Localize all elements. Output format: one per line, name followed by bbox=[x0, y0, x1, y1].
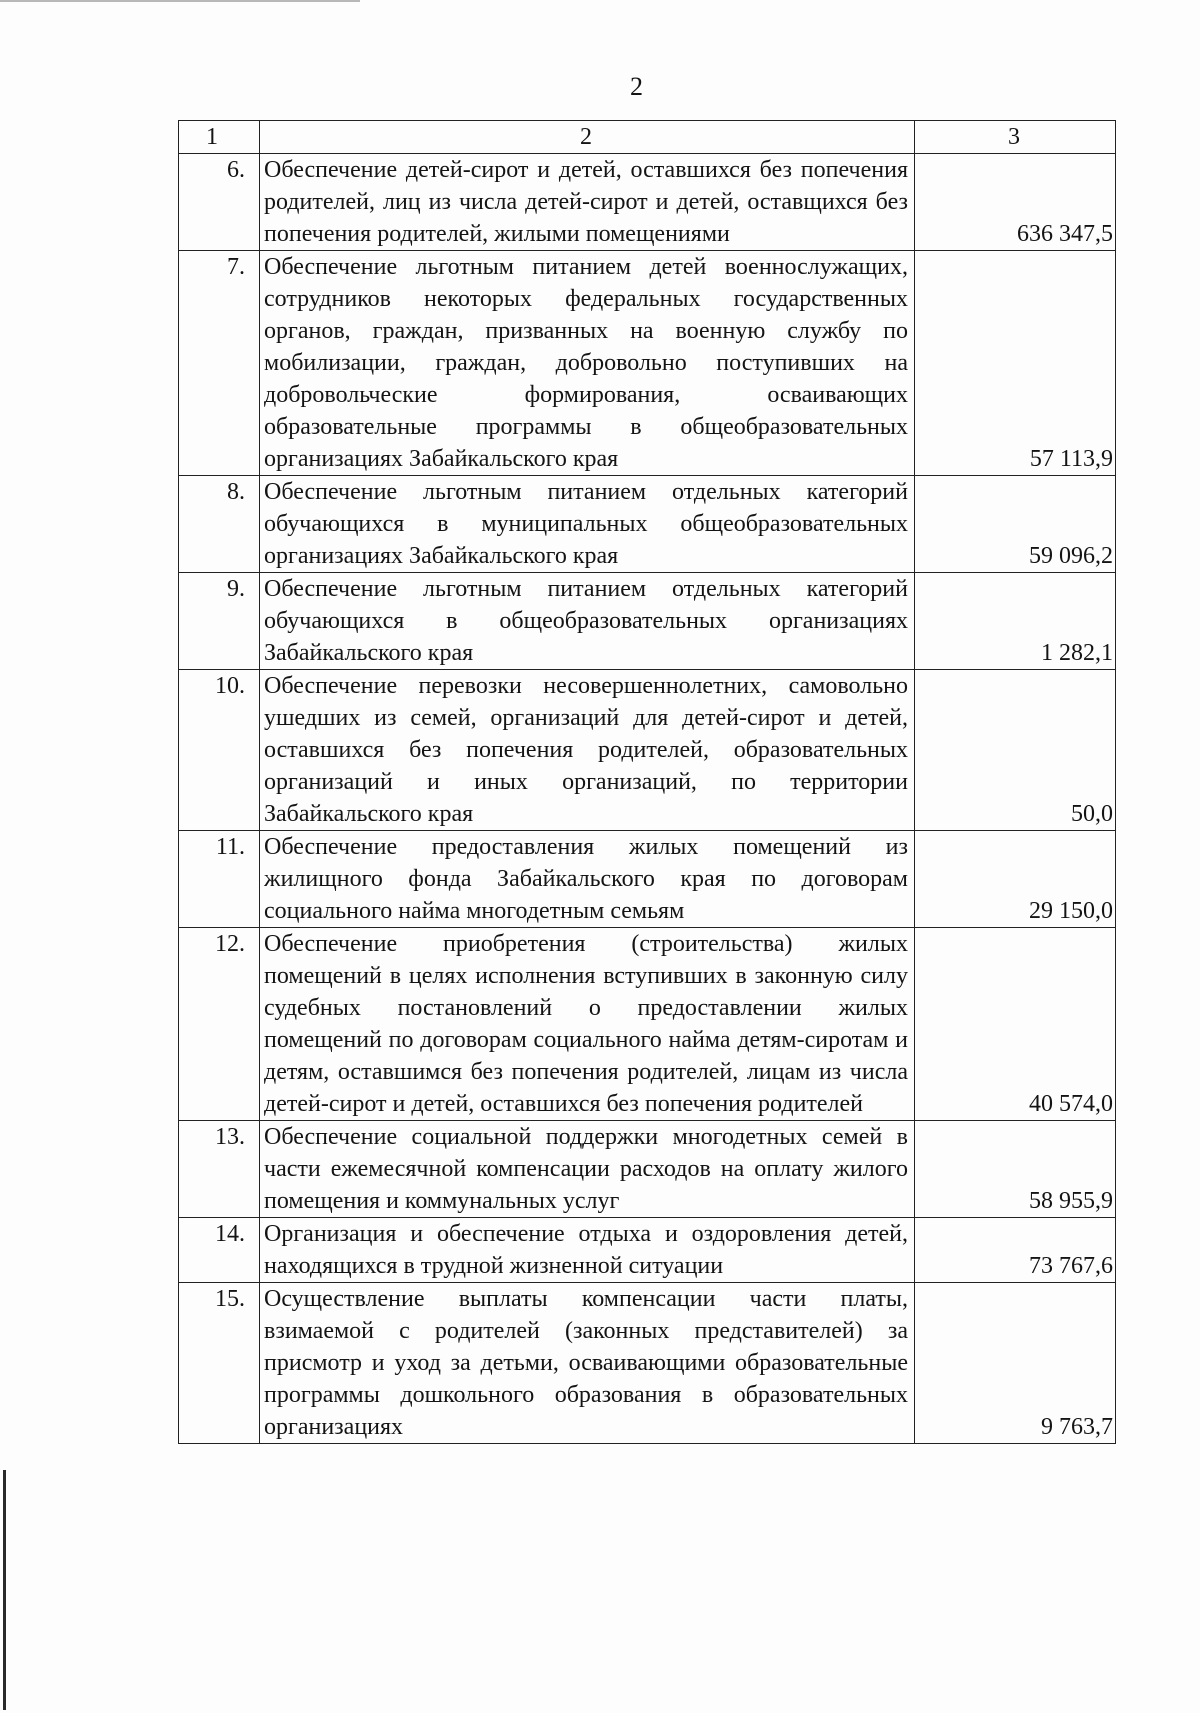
row-amount: 9 763,7 bbox=[915, 1283, 1116, 1444]
row-number: 8. bbox=[179, 476, 260, 573]
row-amount: 58 955,9 bbox=[915, 1121, 1116, 1218]
table-row bbox=[179, 251, 1116, 476]
row-number: 15. bbox=[179, 1283, 260, 1444]
appropriations-table bbox=[178, 120, 1116, 1444]
table-row bbox=[179, 154, 1116, 251]
table-row bbox=[179, 670, 1116, 831]
scan-edge-top bbox=[0, 0, 360, 2]
table-row bbox=[179, 476, 1116, 573]
row-amount: 50,0 bbox=[915, 670, 1116, 831]
page-number: 2 bbox=[630, 72, 643, 101]
row-amount: 29 150,0 bbox=[915, 831, 1116, 928]
table-row bbox=[179, 1218, 1116, 1283]
header-col-3: 3 bbox=[915, 121, 1116, 154]
row-amount: 73 767,6 bbox=[915, 1218, 1116, 1283]
header-col-2: 2 bbox=[260, 121, 915, 154]
row-number: 11. bbox=[179, 831, 260, 928]
row-description: Обеспечение социальной поддержки многодетных семей в части ежемесячной компенсации расходов на оплату жилого помещения и коммунальных услуг bbox=[260, 1121, 915, 1218]
row-amount: 59 096,2 bbox=[915, 476, 1116, 573]
row-amount: 1 282,1 bbox=[915, 573, 1116, 670]
row-amount: 57 113,9 bbox=[915, 251, 1116, 476]
row-description: Обеспечение предоставления жилых помещений из жилищного фонда Забайкальского края по договорам социального найма многодетным семьям bbox=[260, 831, 915, 928]
row-number: 7. bbox=[179, 251, 260, 476]
row-number: 13. bbox=[179, 1121, 260, 1218]
row-number: 14. bbox=[179, 1218, 260, 1283]
row-description: Обеспечение детей-сирот и детей, оставшихся без попечения родителей, лиц из числа детей-сирот и детей, оставщихся без попечения родителей, жилыми помещениями bbox=[260, 154, 915, 251]
table-header-row bbox=[179, 121, 1116, 154]
table-row bbox=[179, 1121, 1116, 1218]
table-row bbox=[179, 1283, 1116, 1444]
row-number: 12. bbox=[179, 928, 260, 1121]
header-col-1: 1 bbox=[179, 121, 260, 154]
row-description: Организация и обеспечение отдыха и оздоровления детей, находящихся в трудной жизненной ситуации bbox=[260, 1218, 915, 1283]
row-amount: 40 574,0 bbox=[915, 928, 1116, 1121]
row-description: Обеспечение приобретения (строительства) жилых помещений в целях исполнения вступивших в законную силу судебных постановлений о предоставлении жилых помещений по договорам социального найма детям-сиротам и детям, оставшимся без попечения родителей, лицам из числа детей-сирот и детей, оставшихся без попечения родителей bbox=[260, 928, 915, 1121]
table-row bbox=[179, 831, 1116, 928]
row-description: Осуществление выплаты компенсации части платы, взимаемой с родителей (законных представителей) за присмотр и уход за детьми, осваивающими образовательные программы дошкольного образования в образовательных организациях bbox=[260, 1283, 915, 1444]
scan-edge-left bbox=[3, 1470, 6, 1710]
row-description: Обеспечение льготным питанием отдельных категорий обучающихся в общеобразовательных организациях Забайкальского края bbox=[260, 573, 915, 670]
row-amount: 636 347,5 bbox=[915, 154, 1116, 251]
row-number: 6. bbox=[179, 154, 260, 251]
row-description: Обеспечение льготным питанием детей военнослужащих, сотрудников некоторых федеральных государственных органов, граждан, призванных на военную службу по мобилизации, граждан, добровольно поступивших на добровольческие формирования, осваивающих образовательные программы в общеобразовательных организациях Забайкальского края bbox=[260, 251, 915, 476]
row-description: Обеспечение перевозки несовершеннолетних, самовольно ушедших из семей, организаций для детей-сирот и детей, оставшихся без попечения родителей, образовательных организаций и иных организаций, по территории Забайкальского края bbox=[260, 670, 915, 831]
row-number: 9. bbox=[179, 573, 260, 670]
table-row bbox=[179, 928, 1116, 1121]
table-row bbox=[179, 573, 1116, 670]
row-number: 10. bbox=[179, 670, 260, 831]
row-description: Обеспечение льготным питанием отдельных категорий обучающихся в муниципальных общеобразовательных организациях Забайкальского края bbox=[260, 476, 915, 573]
